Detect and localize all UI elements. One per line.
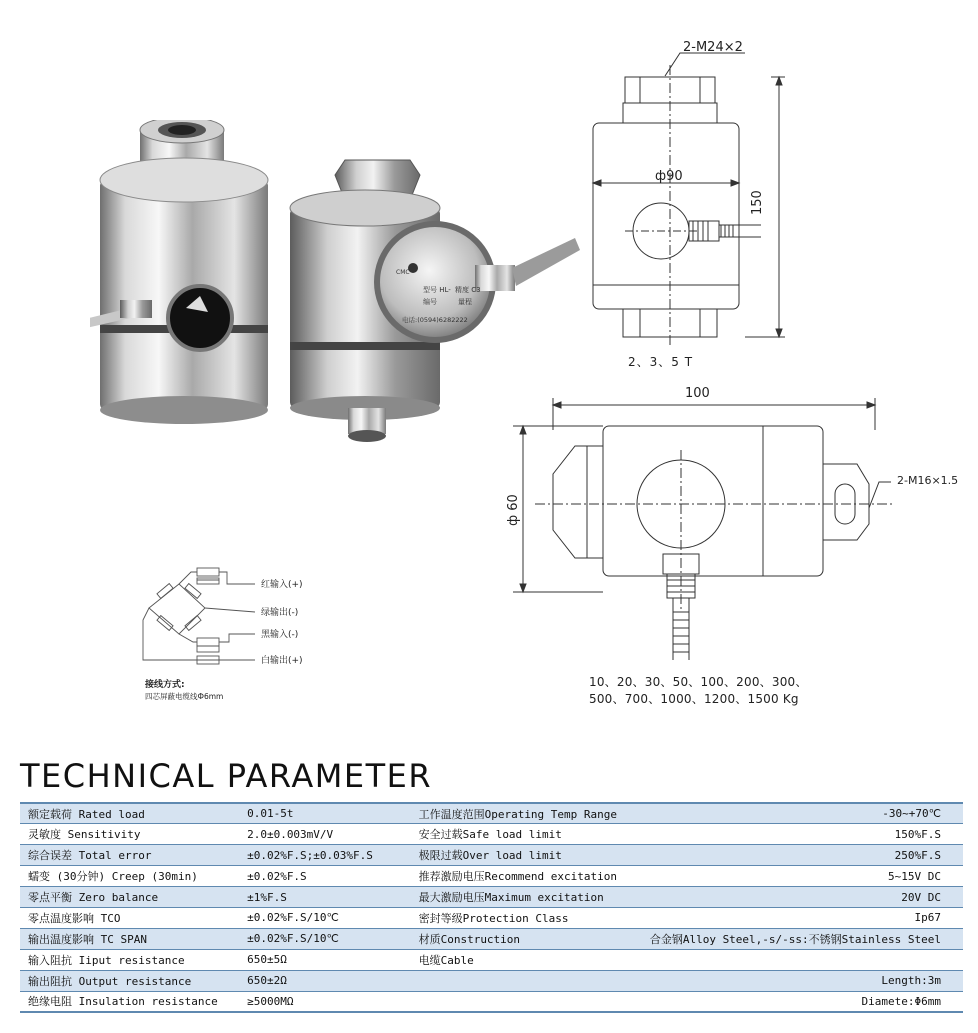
- param-value-left: ≥5000MΩ: [239, 991, 411, 1012]
- param-value-left: ±0.02%F.S/10℃: [239, 907, 411, 928]
- wiring-diagram: [135, 560, 395, 705]
- wiring-cable-label: 四芯屏蔽电缆线Ф6mm: [145, 692, 224, 701]
- param-value-right: Diamete:Φ6mm: [642, 991, 963, 1012]
- parameter-table: [20, 802, 963, 1013]
- param-value-right: [642, 949, 963, 970]
- right-cap: [823, 464, 869, 540]
- param-value-right: Length:3m: [642, 970, 963, 991]
- param-name-left: 输出阻抗 Output resistance: [20, 970, 239, 991]
- nameplate-number: 编号: [423, 298, 437, 306]
- nameplate-phone: 电话:(0594)6282222: [402, 316, 468, 324]
- param-value-right: 250%F.S: [642, 845, 963, 866]
- thread-leader: [665, 53, 745, 76]
- left-cap: [553, 446, 603, 558]
- dim-phi90: ф90: [655, 169, 683, 184]
- table-row: [20, 803, 963, 824]
- param-name-right: 安全过载Safe load limit: [411, 824, 642, 845]
- param-name-left: 零点平衡 Zero balance: [20, 887, 239, 908]
- param-name-left: 输出温度影响 TC SPAN: [20, 928, 239, 949]
- param-value-right: -30~+70℃: [642, 803, 963, 824]
- nameplate-range: 量程: [458, 298, 472, 306]
- table-row: [20, 928, 963, 949]
- param-value-left: 650±5Ω: [239, 949, 411, 970]
- param-name-left: 绝缘电阻 Insulation resistance: [20, 991, 239, 1012]
- param-value-left: 650±2Ω: [239, 970, 411, 991]
- param-name-right: 工作温度范围Operating Temp Range: [411, 803, 642, 824]
- table-row: [20, 866, 963, 887]
- wire-white: 白输出(+): [261, 656, 303, 666]
- dim-height150: 150: [750, 190, 765, 215]
- param-name-left: 额定载荷 Rated load: [20, 803, 239, 824]
- load-cell-left: [90, 120, 268, 424]
- nameplate-cmc: CMC: [396, 269, 410, 276]
- capacity-line-2: 500、700、1000、1200、1500 Kg: [589, 692, 799, 706]
- thread-label-side: 2-M16×1.5: [897, 474, 959, 487]
- param-value-right: Ip67: [642, 907, 963, 928]
- nameplate-model: 型号 HL-: [423, 286, 451, 294]
- param-name-right: 密封等级Protection Class: [411, 907, 642, 928]
- param-name-right: 推荐激励电压Recommend excitation: [411, 866, 642, 887]
- param-value-right: 合金钢Alloy Steel,-s/-ss:不锈钢Stainless Steel: [642, 928, 963, 949]
- table-row: [20, 824, 963, 845]
- section-heading: TECHNICAL PARAMETER: [20, 757, 433, 795]
- param-value-right: 150%F.S: [642, 824, 963, 845]
- param-value-left: 0.01-5t: [239, 803, 411, 824]
- param-name-right: [411, 991, 642, 1012]
- dim-width100: 100: [685, 386, 710, 401]
- param-name-left: 零点温度影响 TCO: [20, 907, 239, 928]
- body-outline: [593, 123, 739, 309]
- wiring-method-label: 接线方式:: [145, 680, 185, 690]
- param-name-left: 蠕变 (30分钟) Creep (30min): [20, 866, 239, 887]
- dim-phi60: ф 60: [506, 494, 521, 526]
- capacity-label-tons: 2、3、5 T: [628, 355, 694, 369]
- table-row: [20, 845, 963, 866]
- nameplate-class: 精度 C3: [455, 286, 481, 294]
- bridge-circuit: [149, 584, 205, 634]
- param-value-left: ±1%F.S: [239, 887, 411, 908]
- param-name-right: [411, 970, 642, 991]
- param-value-left: 2.0±0.003mV/V: [239, 824, 411, 845]
- side-body: [603, 426, 823, 576]
- table-row: [20, 887, 963, 908]
- param-name-right: 电缆Cable: [411, 949, 642, 970]
- param-name-left: 输入阻抗 Iiput resistance: [20, 949, 239, 970]
- table-row: [20, 970, 963, 991]
- param-name-right: 最大激励电压Maximum excitation: [411, 887, 642, 908]
- param-name-left: 综合误差 Total error: [20, 845, 239, 866]
- parameter-table-body: [20, 803, 963, 1012]
- wire-black: 黑输入(-): [261, 630, 299, 640]
- table-row: [20, 907, 963, 928]
- param-value-left: ±0.02%F.S;±0.03%F.S: [239, 845, 411, 866]
- capacity-line-1: 10、20、30、50、100、200、300、: [589, 675, 808, 689]
- param-name-right: 极限过载Over load limit: [411, 845, 642, 866]
- thread-label-top: 2-M24×2: [683, 40, 743, 55]
- table-row: [20, 949, 963, 970]
- drawing-front-view: [585, 35, 815, 375]
- wire-red: 红输入(+): [261, 580, 303, 590]
- wire-green: 绿输出(-): [261, 608, 299, 618]
- param-value-left: ±0.02%F.S: [239, 866, 411, 887]
- drawing-side-view: [495, 380, 975, 680]
- param-value-right: 20V DC: [642, 887, 963, 908]
- param-value-right: 5~15V DC: [642, 866, 963, 887]
- param-name-right: 材质Construction: [411, 928, 642, 949]
- param-name-left: 灵敏度 Sensitivity: [20, 824, 239, 845]
- capacity-list: [589, 674, 808, 708]
- table-row: [20, 991, 963, 1012]
- param-value-left: ±0.02%F.S/10℃: [239, 928, 411, 949]
